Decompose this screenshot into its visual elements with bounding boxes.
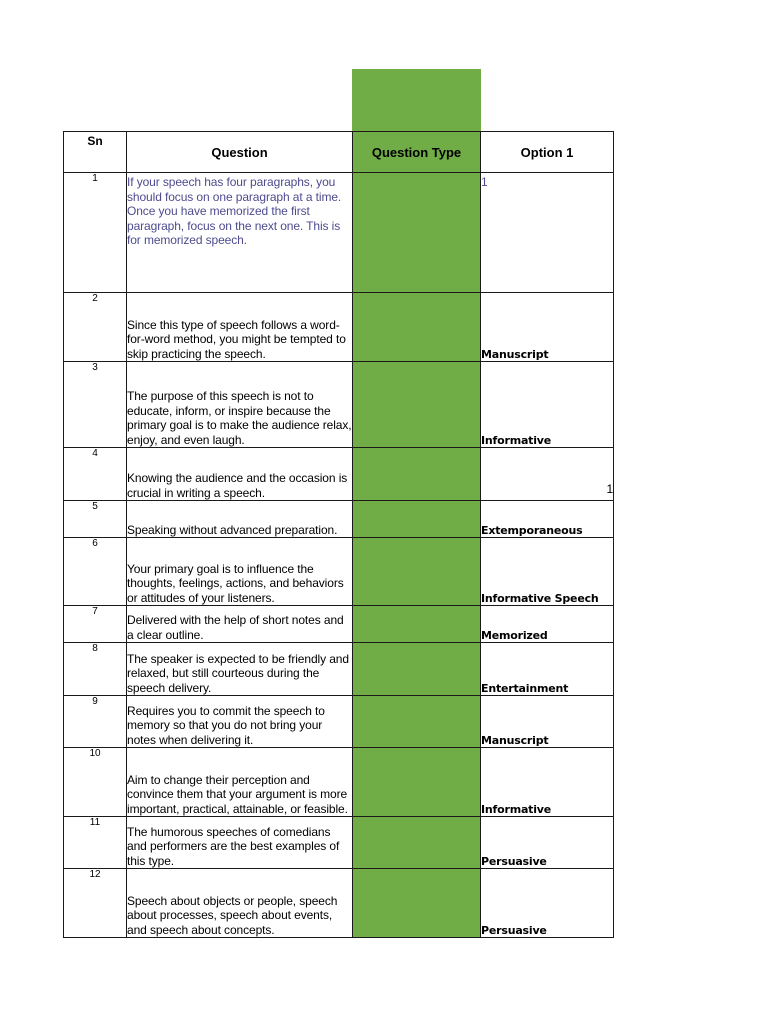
cell-sn[interactable]: 3: [64, 362, 127, 448]
table-row: [64, 293, 614, 362]
table-row: [64, 869, 614, 938]
cell-question[interactable]: The speaker is expected to be friendly and relaxed, but still courteous during the speech delivery.: [127, 643, 353, 696]
cell-question-type[interactable]: [353, 448, 481, 501]
cell-sn[interactable]: 9: [64, 696, 127, 748]
table-row: [64, 538, 614, 606]
table-row: [64, 748, 614, 817]
cell-question-type[interactable]: [353, 293, 481, 362]
cell-sn[interactable]: 4: [64, 448, 127, 501]
cell-question-type[interactable]: [353, 501, 481, 538]
cell-option-1[interactable]: 1: [481, 173, 614, 293]
cell-question-type[interactable]: [353, 173, 481, 293]
cell-option-1[interactable]: Entertainment: [481, 643, 614, 696]
cell-question-type[interactable]: [353, 643, 481, 696]
cell-option-1[interactable]: Manuscript: [481, 293, 614, 362]
cell-question[interactable]: Speech about objects or people, speech about processes, speech about events, and speech about concepts.: [127, 869, 353, 938]
cell-question-type[interactable]: [353, 748, 481, 817]
cell-option-1[interactable]: Informative Speech: [481, 538, 614, 606]
cell-option-1[interactable]: Informative: [481, 748, 614, 817]
cell-question[interactable]: Delivered with the help of short notes and a clear outline.: [127, 606, 353, 643]
cell-question[interactable]: If your speech has four paragraphs, you should focus on one paragraph at a time. Once you have memorized the first paragraph, focus on the next one. This is for memorized speech.: [127, 173, 353, 293]
cell-question-type[interactable]: [353, 606, 481, 643]
cell-option-1[interactable]: Informative: [481, 362, 614, 448]
cell-question[interactable]: Your primary goal is to influence the thoughts, feelings, actions, and behaviors or attitudes of your listeners.: [127, 538, 353, 606]
cell-question[interactable]: Aim to change their perception and convince them that your argument is more important, practical, attainable, or feasible.: [127, 748, 353, 817]
cell-question[interactable]: Knowing the audience and the occasion is crucial in writing a speech.: [127, 448, 353, 501]
header-row: [64, 132, 614, 173]
cell-sn[interactable]: 5: [64, 501, 127, 538]
cell-question[interactable]: Speaking without advanced preparation.: [127, 501, 353, 538]
cell-sn[interactable]: 8: [64, 643, 127, 696]
cell-question[interactable]: Since this type of speech follows a word-for-word method, you might be tempted to skip practicing the speech.: [127, 293, 353, 362]
cell-option-1[interactable]: Extemporaneous: [481, 501, 614, 538]
table-row: [64, 501, 614, 538]
cell-option-1[interactable]: 1: [481, 448, 614, 501]
cell-sn[interactable]: 6: [64, 538, 127, 606]
cell-question[interactable]: Requires you to commit the speech to memory so that you do not bring your notes when delivering it.: [127, 696, 353, 748]
cell-option-1[interactable]: Persuasive: [481, 869, 614, 938]
questions-table: [63, 131, 614, 938]
header-sn[interactable]: Sn: [64, 132, 127, 173]
cell-option-1[interactable]: Manuscript: [481, 696, 614, 748]
table-row: [64, 362, 614, 448]
cell-question[interactable]: The humorous speeches of comedians and performers are the best examples of this type.: [127, 817, 353, 869]
table-row: [64, 817, 614, 869]
cell-question-type[interactable]: [353, 538, 481, 606]
cell-question-type[interactable]: [353, 696, 481, 748]
header-question-type[interactable]: Question Type: [353, 132, 481, 173]
cell-sn[interactable]: 10: [64, 748, 127, 817]
table-row: [64, 643, 614, 696]
cell-question-type[interactable]: [353, 869, 481, 938]
cell-question[interactable]: The purpose of this speech is not to educate, inform, or inspire because the primary goal is to make the audience relax, enjoy, and even laugh.: [127, 362, 353, 448]
cell-sn[interactable]: 11: [64, 817, 127, 869]
cell-question-type[interactable]: [353, 817, 481, 869]
cell-option-1[interactable]: Memorized: [481, 606, 614, 643]
table-row: [64, 173, 614, 293]
header-option-1[interactable]: Option 1: [481, 132, 614, 173]
cell-sn[interactable]: 12: [64, 869, 127, 938]
table-row: [64, 606, 614, 643]
header-question[interactable]: Question: [127, 132, 353, 173]
cell-question-type[interactable]: [353, 362, 481, 448]
table-row: [64, 696, 614, 748]
question-type-header-fill: [352, 69, 481, 132]
cell-sn[interactable]: 7: [64, 606, 127, 643]
cell-option-1[interactable]: Persuasive: [481, 817, 614, 869]
cell-sn[interactable]: 1: [64, 173, 127, 293]
table-row: [64, 448, 614, 501]
cell-sn[interactable]: 2: [64, 293, 127, 362]
